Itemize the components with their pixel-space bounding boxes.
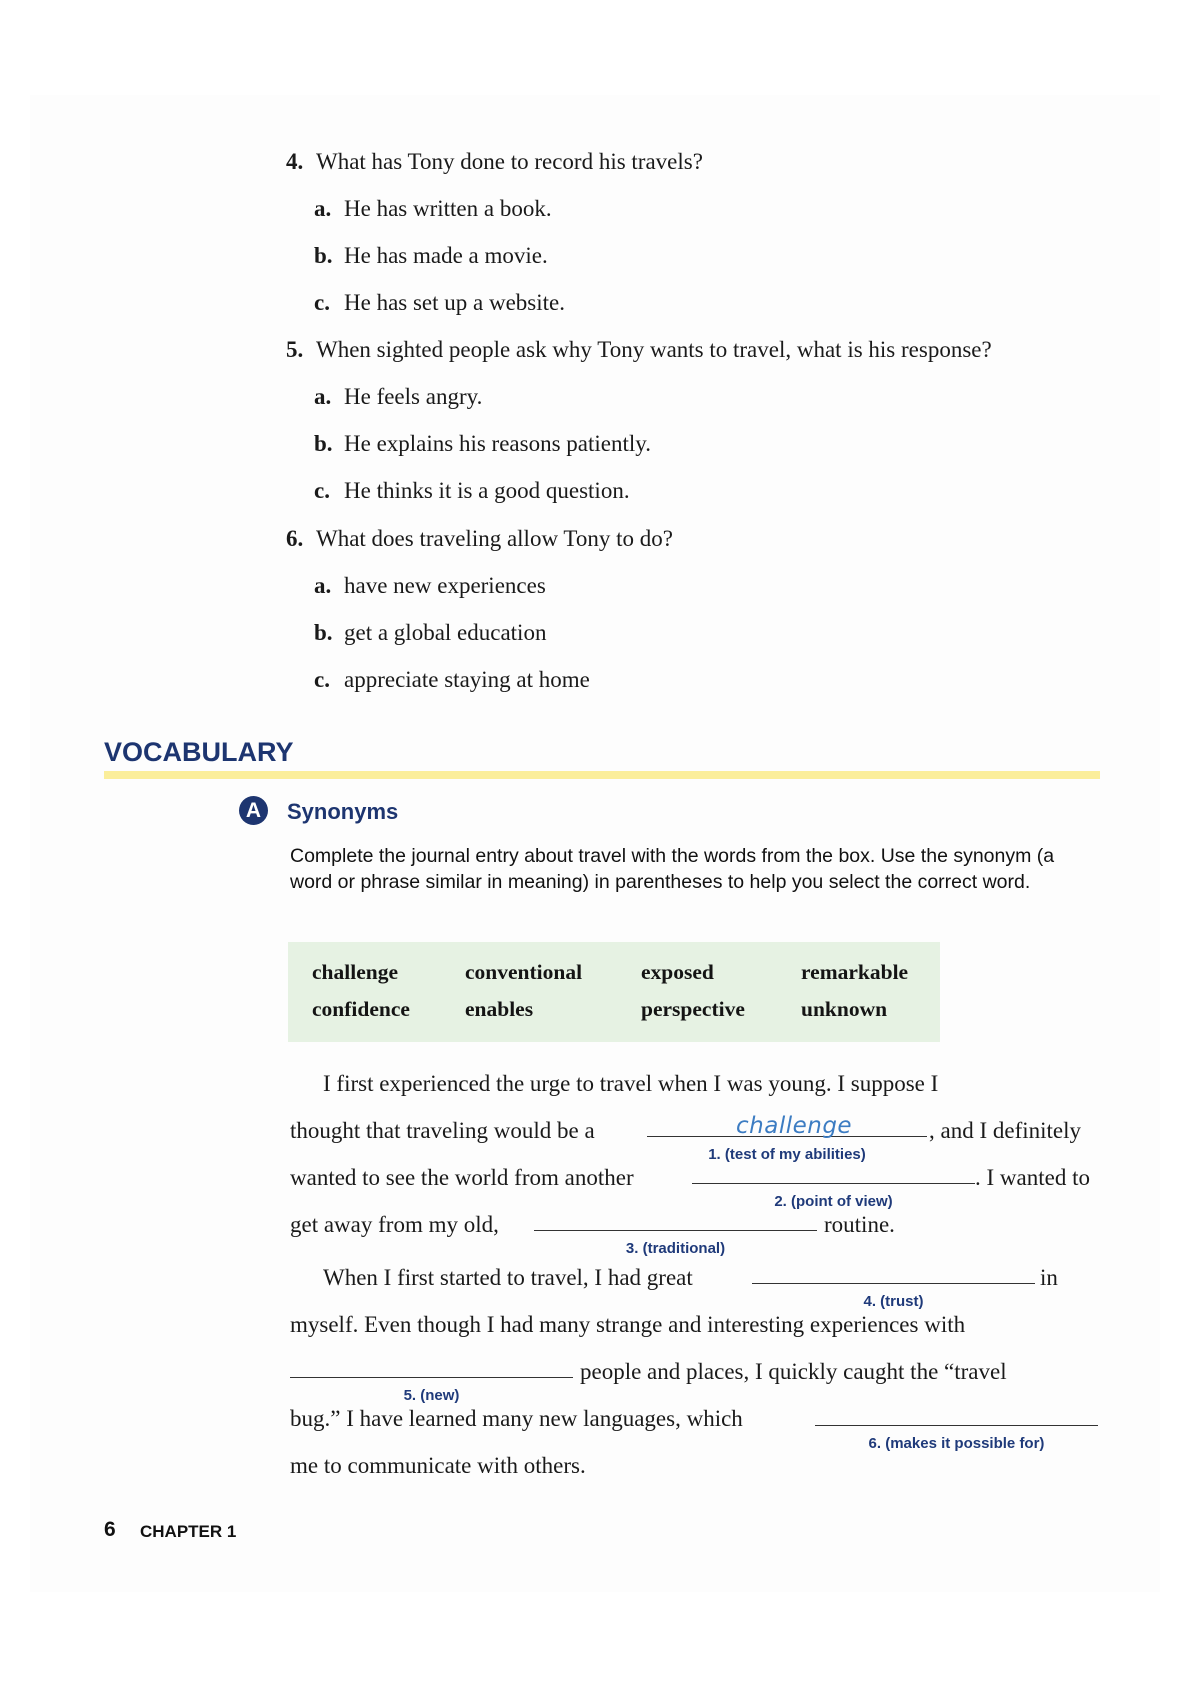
word-bank-item: confidence	[312, 997, 410, 1021]
option-text: He has written a book.	[344, 196, 552, 221]
word-bank-item: enables	[465, 997, 534, 1021]
section-letter-badge: A	[239, 796, 268, 825]
option-text: He has set up a website.	[344, 290, 565, 315]
chapter-label: CHAPTER 1	[140, 1522, 237, 1541]
journal-text: When I first started to travel, I had great	[323, 1265, 693, 1290]
option-5a[interactable]	[314, 385, 1014, 409]
option-text: have new experiences	[344, 573, 546, 598]
option-letter: b.	[314, 243, 333, 268]
hint-label-3: 3. (traditional)	[625, 1240, 726, 1257]
journal-text: myself. Even though I had many strange and interesting experiences with	[290, 1312, 966, 1337]
option-text: He explains his reasons patiently.	[344, 431, 652, 456]
question-text: What does traveling allow Tony to do?	[316, 526, 673, 551]
word-bank-item: unknown	[801, 997, 888, 1021]
question-4	[286, 150, 1086, 174]
journal-text: . I wanted to	[975, 1165, 1090, 1190]
option-letter: a.	[314, 573, 332, 598]
word-box	[288, 942, 940, 1042]
answer-blank-4[interactable]	[752, 1283, 1035, 1284]
hint-label-1: 1. (test of my abilities)	[708, 1146, 866, 1163]
answer-blank-6[interactable]	[815, 1425, 1098, 1426]
option-6c[interactable]	[314, 668, 1014, 692]
journal-text: bug.” I have learned many new languages, which	[290, 1406, 743, 1431]
journal-text: , and I definitely	[929, 1118, 1082, 1143]
option-text: He has made a movie.	[344, 243, 548, 268]
option-letter: b.	[314, 620, 333, 645]
option-text: He feels angry.	[344, 384, 483, 409]
question-text: What has Tony done to record his travels?	[316, 149, 703, 174]
journal-text: people and places, I quickly caught the “travel	[580, 1359, 1007, 1384]
option-6a[interactable]	[314, 574, 1014, 598]
question-number: 4.	[286, 149, 304, 174]
option-text: appreciate staying at home	[344, 667, 590, 692]
option-text: He thinks it is a good question.	[344, 478, 630, 503]
answer-blank-3[interactable]	[534, 1230, 817, 1231]
option-5b[interactable]	[314, 432, 1014, 456]
journal-text: wanted to see the world from another	[290, 1165, 634, 1190]
page-number: 6	[104, 1518, 116, 1541]
word-bank-item: perspective	[641, 997, 745, 1021]
journal-text: routine.	[824, 1212, 895, 1237]
journal-text: in	[1040, 1265, 1058, 1290]
hint-label-4: 4. (trust)	[863, 1293, 924, 1310]
option-letter: b.	[314, 431, 333, 456]
handwritten-answer-1: challenge	[736, 1113, 853, 1139]
journal-text: I first experienced the urge to travel when I was young. I suppose I	[323, 1071, 939, 1096]
word-bank-item: challenge	[312, 960, 398, 984]
option-letter: c.	[314, 290, 330, 315]
question-5	[286, 338, 1106, 362]
heading-highlight-bar	[104, 771, 1100, 779]
exercise-instructions: Complete the journal entry about travel with the words from the box. Use the synonym (a word or phrase similar in meaning) in parentheses to help you select the correct word.	[290, 845, 1055, 893]
question-number: 6.	[286, 526, 304, 551]
answer-blank-5[interactable]	[290, 1377, 573, 1378]
option-letter: a.	[314, 384, 332, 409]
word-bank-item: exposed	[641, 960, 714, 984]
option-5c[interactable]	[314, 479, 1014, 503]
option-6b[interactable]	[314, 621, 1014, 645]
question-number: 5.	[286, 337, 304, 362]
option-text: get a global education	[344, 620, 547, 645]
vocabulary-heading: VOCABULARY	[104, 737, 294, 767]
option-letter: c.	[314, 478, 330, 503]
journal-text: thought that traveling would be a	[290, 1118, 595, 1143]
section-title: Synonyms	[287, 799, 399, 824]
word-bank-item: conventional	[465, 960, 583, 984]
option-4c[interactable]	[314, 291, 1014, 315]
hint-label-2: 2. (point of view)	[774, 1193, 893, 1210]
word-bank-item: remarkable	[801, 960, 909, 984]
journal-text: get away from my old,	[290, 1212, 499, 1237]
journal-text: me to communicate with others.	[290, 1453, 586, 1478]
question-text: When sighted people ask why Tony wants to travel, what is his response?	[316, 337, 992, 362]
option-4a[interactable]	[314, 197, 1014, 221]
hint-label-5: 5. (new)	[403, 1387, 460, 1404]
option-4b[interactable]	[314, 244, 1014, 268]
question-6	[286, 527, 1086, 551]
answer-blank-2[interactable]	[692, 1183, 975, 1184]
hint-label-6: 6. (makes it possible for)	[868, 1435, 1045, 1452]
option-letter: c.	[314, 667, 330, 692]
option-letter: a.	[314, 196, 332, 221]
